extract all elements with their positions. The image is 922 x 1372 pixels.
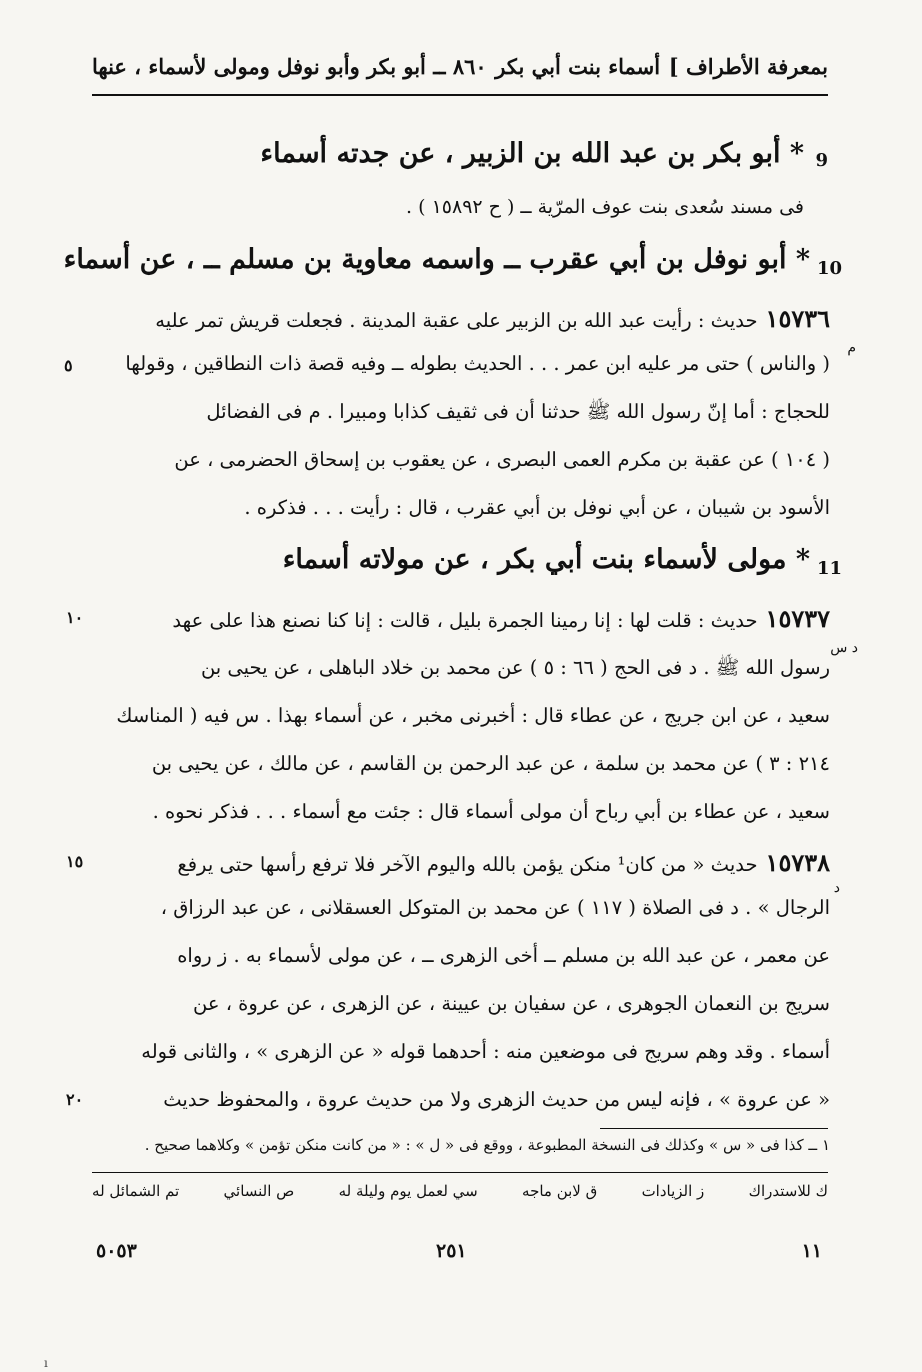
entry-heading: * مولى لأسماء بنت أبي بكر ، عن مولاته أسماء: [282, 544, 810, 575]
margin-line-number: ٥: [64, 356, 73, 375]
hadith-line: سعيد ، عن عطاء بن أبي رباح أن مولى أسماء قال : جئت مع أسماء . . . فذكر نحوه .: [152, 800, 830, 823]
abbreviation-item: سي لعمل يوم وليلة له: [338, 1182, 478, 1200]
abbreviation-item: ز الزيادات: [641, 1182, 705, 1200]
hadith-line: الأسود بن شيبان ، عن أبي نوفل بن أبي عقرب ، قال : رأيت . . . فذكره .: [244, 496, 830, 519]
hadith-line: الرجال » . د فى الصلاة ( ١١٧ ) عن محمد بن المتوكل العسقلانى ، عن عبد الرزاق ،: [160, 896, 830, 919]
entry-sub-reference: فى مسند سُعدى بنت عوف المرّية ــ ( ح ١٥٨٩٢ ) .: [406, 196, 804, 218]
running-header: [92, 38, 828, 94]
header-right: بمعرفة الأطراف ]: [668, 53, 828, 79]
hadith-line: سريج بن النعمان الجوهرى ، عن سفيان بن عيينة ، عن الزهرى ، عن عروة ، عن: [193, 992, 830, 1015]
abbreviation-item: ص النسائي: [223, 1182, 295, 1200]
margin-line-number: ١٠: [66, 608, 84, 627]
page-number: ٢٥١: [436, 1240, 467, 1262]
entry-heading: * أبو بكر بن عبد الله بن الزبير ، عن جدته أسماء: [260, 138, 804, 169]
hadith-number: ١٥٧٣٨: [765, 848, 830, 877]
header-center: أسماء بنت أبي بكر: [495, 53, 661, 79]
hadith-line: ١٥٧٣٧حديث : قلت لها : إنا رمينا الجمرة بليل ، قالت : إنا كنا نصنع هذا على عهد: [172, 604, 830, 633]
book-mark: م: [847, 340, 856, 356]
hadith-line: سعيد ، عن ابن جريج ، عن عطاء قال : أخبرنى مخبر ، عن أسماء بهذا . س فيه ( المناسك: [116, 704, 830, 727]
header-rule: [92, 94, 828, 96]
hadith-number: ١٥٧٣٦: [765, 304, 830, 333]
hadith-line: « عن عروة » ، فإنه ليس من حديث الزهرى ولا من حديث عروة ، والمحفوظ حديث: [163, 1088, 830, 1111]
abbreviations-rule: [92, 1172, 828, 1173]
abbreviation-item: تم الشمائل له: [92, 1182, 180, 1200]
hadith-line: للحجاج : أما إنّ رسول الله ﷺ حدثنا أن فى ثقيف كذابا ومبيرا . م فى الفضائل: [206, 400, 830, 423]
entry-number: 10: [816, 258, 842, 279]
hadith-line: عن معمر ، عن عبد الله بن مسلم ــ أخى الزهرى ــ ، عن مولى لأسماء به . ز رواه: [177, 944, 830, 967]
hadith-line: أسماء . وقد وهم سريج فى موضعين منه : أحدهما قوله « عن الزهرى » ، والثانى قوله: [141, 1040, 830, 1063]
book-mark: د س: [830, 640, 858, 656]
entry-heading: * أبو نوفل بن أبي عقرب ــ واسمه معاوية بن مسلم ــ ، عن أسماء: [63, 244, 810, 275]
header-left: ٨٦٠ ــ أبو بكر وأبو نوفل ومولى لأسماء ، عنها: [92, 53, 487, 79]
hadith-line: ١٥٧٣٦حديث : رأيت عبد الله بن الزبير على عقبة المدينة . فجعلت قريش تمر عليه: [155, 304, 830, 333]
margin-line-number: ١٥: [66, 852, 84, 871]
footer-left-number: ٥٠٥٣: [96, 1240, 137, 1262]
margin-line-number: ٢٠: [66, 1090, 84, 1109]
entry-number: 11: [816, 558, 842, 579]
footnote-rule: [600, 1128, 828, 1129]
hadith-line: ( ١٠٤ ) عن عقبة بن مكرم العمى البصرى ، عن يعقوب بن إسحاق الحضرمى ، عن: [174, 448, 830, 471]
hadith-line: ١٥٧٣٨حديث « من كان¹ منكن يؤمن بالله واليوم الآخر فلا ترفع رأسها حتى يرفع: [177, 848, 830, 877]
hadith-line: رسول الله ﷺ . د فى الحج ( ٦٦ : ٥ ) عن محمد بن خلاد الباهلى ، عن يحيى بن: [200, 656, 830, 679]
abbreviation-item: ك للاستدراك: [748, 1182, 828, 1200]
hadith-line: ( والناس ) حتى مر عليه ابن عمر . . . الحديث بطوله ــ وفيه قصة ذات النطاقين ، وقولها: [125, 352, 830, 375]
hadith-number: ١٥٧٣٧: [765, 604, 830, 633]
book-mark: د: [833, 880, 840, 896]
footer-right-number: ١١: [801, 1240, 822, 1262]
footnote: ١ ــ كذا فى « س » وكذلك فى النسخة المطبوعة ، ووقع فى « ل » : « من كانت منكن تؤمن » وكلاهما صحيح .: [144, 1136, 830, 1154]
abbreviations-legend: [92, 1182, 828, 1200]
scan-speck: ı: [44, 1356, 48, 1370]
hadith-line: ٢١٤ : ٣ ) عن محمد بن سلمة ، عن عبد الرحمن بن القاسم ، عن مالك ، عن يحيى بن: [151, 752, 830, 775]
entry-number: 9: [815, 150, 828, 171]
abbreviation-item: ق لابن ماجه: [522, 1182, 598, 1200]
